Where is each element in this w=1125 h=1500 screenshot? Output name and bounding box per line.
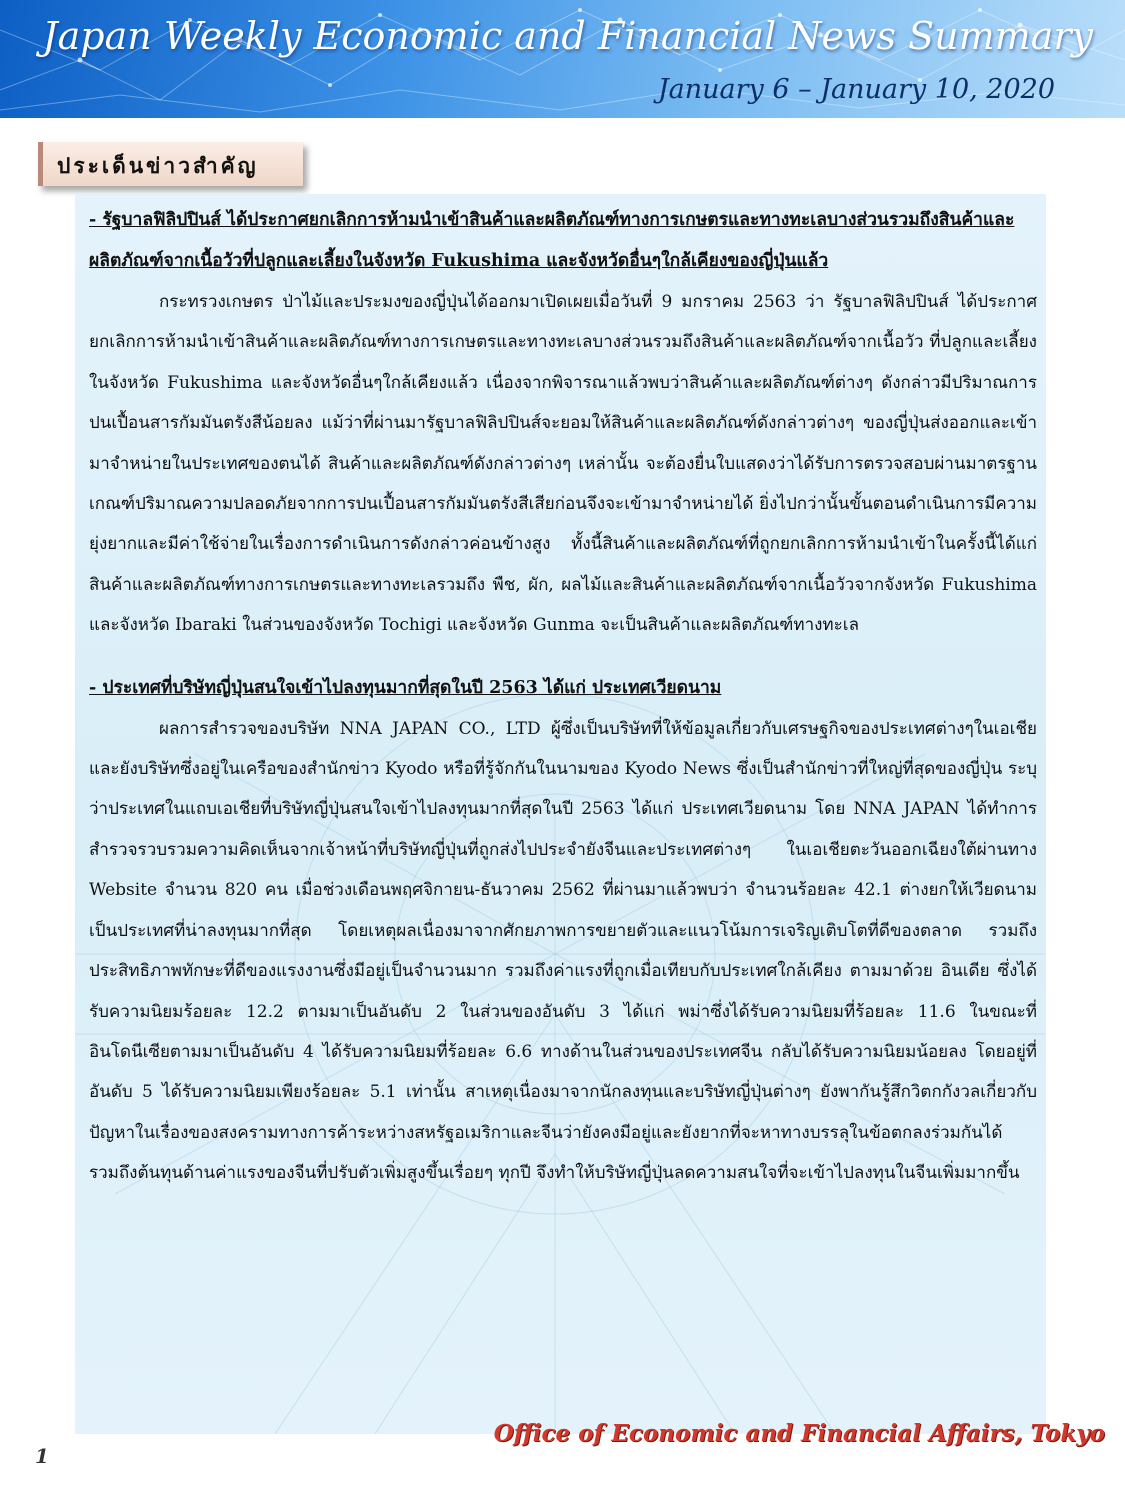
article-title: - ประเทศที่บริษัทญี่ปุ่นสนใจเข้าไปลงทุนมากที่สุดในปี 2563 ได้แก่ ประเทศเวียดนาม	[89, 677, 722, 698]
page-header	[0, 0, 1125, 118]
header-title: Japan Weekly Economic and Financial News Summary	[42, 14, 1093, 58]
article-body: ผลการสำรวจของบริษัท NNA JAPAN CO., LTD ผู้ซึ่งเป็นบริษัทที่ให้ข้อมูลเกี่ยวกับเศรษฐกิจของประเทศต่างๆในเอเชีย และยังบริษัทซึ่งอยู่ในเครือของสำนักข่าว Kyodo หรือที่รู้จักกันในนามของ Kyodo News ซึ่งเป็นสำนักข่าวที่ใหญ่ที่สุดของญี่ปุ่น ระบุว่าประเทศในแถบเอเชียที่บริษัทญี่ปุ่นสนใจเข้าไปลงทุนมากที่สุดในปี 2563 ได้แก่ ประเทศเวียดนาม โดย NNA JAPAN ได้ทำการสำรวจรวบรวมความคิดเห็นจากเจ้าหน้าที่บริษัทญี่ปุ่นที่ถูกส่งไปประจำยังจีนและประเทศต่างๆ ในเอเชียตะวันออกเฉียงใต้ผ่านทาง Website จำนวน 820 คน เมื่อช่วงเดือนพฤศจิกายน-ธันวาคม 2562 ที่ผ่านมาแล้วพบว่า จำนวนร้อยละ 42.1 ต่างยกให้เวียดนามเป็นประเทศที่น่าลงทุนมากที่สุด โดยเหตุผลเนื่องมาจากศักยภาพการขยายตัวและแนวโน้มการเจริญเติบโตที่ดีของตลาด รวมถึงประสิทธิภาพทักษะที่ดีของแรงงานซึ่งมีอยู่เป็นจำนวนมาก รวมถึงค่าแรงที่ถูกเมื่อเทียบกับประเทศใกล้เคียง ตามมาด้วย อินเดีย ซึ่งได้รับความนิยมร้อยละ 12.2 ตามมาเป็นอันดับ 2 ในส่วนของอันดับ 3 ได้แก่ พม่าซึ่งได้รับความนิยมที่ร้อยละ 11.6 ในขณะที่อินโดนีเซียตามมาเป็นอันดับ 4 ได้รับความนิยมที่ร้อยละ 6.6 ทางด้านในส่วนของประเทศจีน กลับได้รับความนิยมน้อยลง โดยอยู่ที่อันดับ 5 ได้รับความนิยมเพียงร้อยละ 5.1 เท่านั้น สาเหตุเนื่องมาจากนักลงทุนและบริษัทญี่ปุ่นต่างๆ ยังพากันรู้สึกวิตกกังวลเกี่ยวกับปัญหาในเรื่องของสงครามทางการค้าระหว่างสหรัฐอเมริกาและจีนว่ายังคงมีอยู่และยังยากที่จะหาทางบรรลุในข้อตกลงร่วมกันได้ รวมถึงต้นทุนด้านค่าแรงของจีนที่ปรับตัวเพิ่มสูงขึ้นเรื่อยๆ ทุกปี จึงทำให้บริษัทญี่ปุ่นลดความสนใจที่จะเข้าไปลงทุนในจีนเพิ่มมากขึ้น	[89, 718, 1037, 1184]
article-list	[89, 200, 1037, 1194]
article-title: - รัฐบาลฟิลิปปินส์ ได้ประกาศยกเลิกการห้ามนำเข้าสินค้าและผลิตภัณฑ์ทางการเกษตรและทางทะเลบางส่วนรวมถึงสินค้าและผลิตภัณฑ์จากเนื้อวัวที่ปลูกและเลี้ยงในจังหวัด Fukushima และจังหวัดอื่นๆใกล้เคียงของญี่ปุ่นแล้ว	[89, 210, 1015, 271]
footer-office-name: Office of Economic and Financial Affairs, Tokyo	[493, 1420, 1105, 1447]
header-date-range: January 6 – January 10, 2020	[657, 74, 1055, 105]
article-body: กระทรวงเกษตร ป่าไม้และประมงของญี่ปุ่นได้ออกมาเปิดเผยเมื่อวันที่ 9 มกราคม 2563 ว่า รัฐบาลฟิลิปปินส์ ได้ประกาศยกเลิกการห้ามนำเข้าสินค้าและผลิตภัณฑ์ทางการเกษตรและทางทะเลบางส่วนรวมถึงสินค้าและผลิตภัณฑ์จากเนื้อวัว ที่ปลูกและเลี้ยงในจังหวัด Fukushima และจังหวัดอื่นๆใกล้เคียงแล้ว เนื่องจากพิจารณาแล้วพบว่าสินค้าและผลิตภัณฑ์ต่างๆ ดังกล่าวมีปริมาณการปนเปื้อนสารกัมมันตรังสีน้อยลง แม้ว่าที่ผ่านมารัฐบาลฟิลิปปินส์จะยอมให้สินค้าและผลิตภัณฑ์ดังกล่าวต่างๆ ของญี่ปุ่นส่งออกและเข้ามาจำหน่ายในประเทศของตนได้ สินค้าและผลิตภัณฑ์ดังกล่าวต่างๆ เหล่านั้น จะต้องยื่นใบแสดงว่าได้รับการตรวจสอบผ่านมาตรฐานเกณฑ์ปริมาณความปลอดภัยจากการปนเปื้อนสารกัมมันตรังสีเสียก่อนจึงจะเข้ามาจำหน่ายได้ ยิ่งไปกว่านั้นขั้นตอนดำเนินการมีความยุ่งยากและมีค่าใช้จ่ายในเรื่องการดำเนินการดังกล่าวค่อนข้างสูง ทั้งนี้สินค้าและผลิตภัณฑ์ที่ถูกยกเลิกการห้ามนำเข้าในครั้งนี้ได้แก่ สินค้าและผลิตภัณฑ์ทางการเกษตรและทางทะเลรวมถึง พืช, ผัก, ผลไม้และสินค้าและผลิตภัณฑ์จากเนื้อวัวจากจังหวัด Fukushima และจังหวัด Ibaraki ในส่วนของจังหวัด Tochigi และจังหวัด Gunma จะเป็นสินค้าและผลิตภัณฑ์ทางทะเล	[89, 292, 1037, 636]
article-vietnam	[89, 668, 1037, 1194]
content-box	[75, 194, 1046, 1434]
page-number: 1	[35, 1444, 49, 1468]
section-tag-label: ประเด็นข่าวสำคัญ	[57, 154, 259, 178]
section-tag	[38, 142, 303, 186]
article-philippines	[89, 200, 1037, 646]
